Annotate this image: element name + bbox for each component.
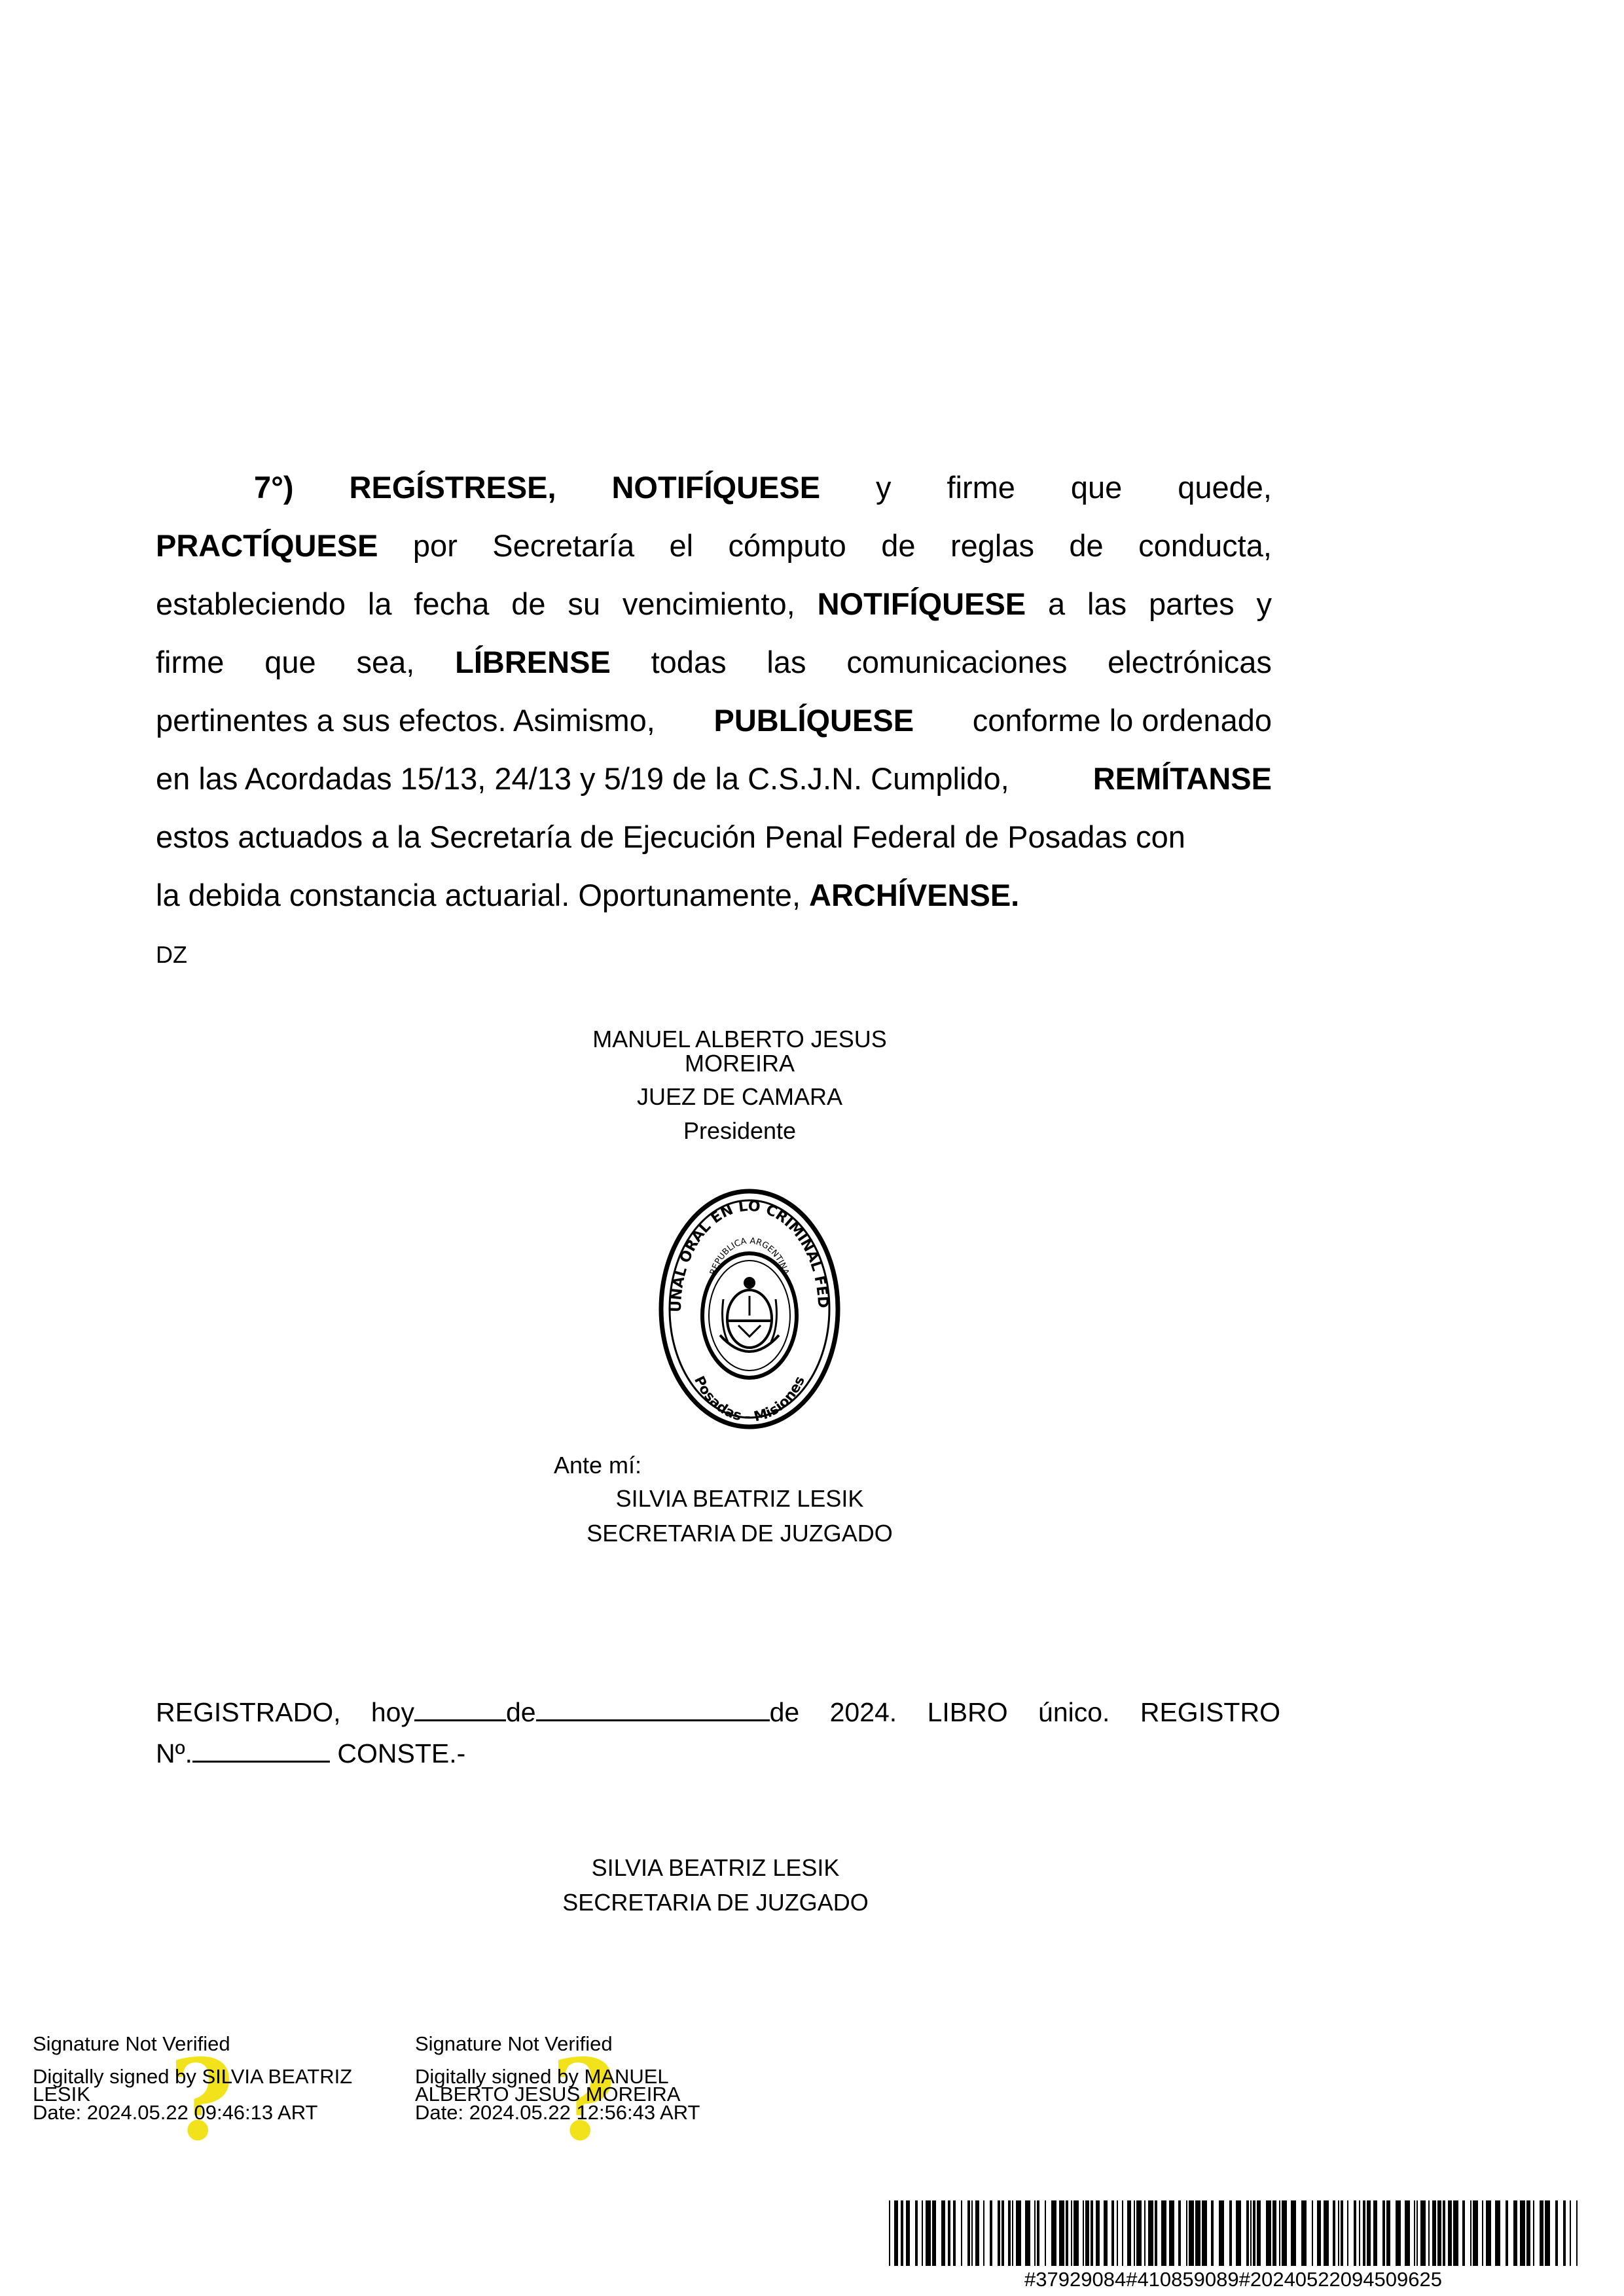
- secretary-signature-block: [486, 1855, 945, 1916]
- barcode-bar: [1341, 2200, 1343, 2266]
- barcode-bar: [1117, 2200, 1118, 2266]
- barcode-bar: [1428, 2200, 1430, 2266]
- barcode-bar: [1396, 2200, 1401, 2266]
- word: fecha: [414, 586, 490, 621]
- word: Nº.: [156, 1738, 192, 1768]
- barcode-bar: [1091, 2200, 1093, 2266]
- word: sea,: [356, 645, 415, 679]
- barcode-bar: [1416, 2200, 1418, 2266]
- text-run: ARCHÍVENSE.: [809, 878, 1020, 912]
- word: la: [367, 586, 392, 621]
- barcode-bar: [1324, 2200, 1329, 2266]
- word-group: [371, 1692, 799, 1733]
- word: LÍBRENSE: [455, 645, 611, 679]
- barcode-bar: [1414, 2200, 1415, 2266]
- barcode-bar: [1555, 2200, 1558, 2266]
- word: NOTIFÍQUESE: [611, 470, 821, 505]
- barcode-bar: [894, 2200, 898, 2266]
- text-run: la debida constancia actuarial. Oportunamente,: [156, 878, 801, 912]
- word: REGISTRADO,: [156, 1697, 341, 1727]
- paragraph-line: [156, 575, 1272, 633]
- barcode-bar: [1533, 2200, 1534, 2266]
- barcode-bar: [1482, 2200, 1483, 2266]
- barcode-bar: [1219, 2200, 1224, 2266]
- word: NOTIFÍQUESE: [817, 586, 1026, 621]
- barcode-bar: [901, 2200, 903, 2266]
- word: y: [1256, 586, 1272, 621]
- barcode-bar: [915, 2200, 918, 2266]
- barcode-bar: [1085, 2200, 1089, 2266]
- barcode-bar: [1012, 2200, 1013, 2266]
- word: por: [412, 528, 458, 563]
- barcode-bar: [922, 2200, 923, 2266]
- word: reglas: [950, 528, 1034, 563]
- barcode-bar: [889, 2200, 890, 2266]
- barcode-bar: [1195, 2200, 1200, 2266]
- barcode-bar: [1071, 2200, 1072, 2266]
- barcode-bar: [1025, 2200, 1030, 2266]
- text-run: estos actuados a la Secretaría de Ejecución Penal Federal de Posadas con: [156, 819, 1185, 854]
- month-blank[interactable]: [536, 1696, 770, 1721]
- word: firme: [156, 645, 225, 679]
- barcode-bar: [1513, 2200, 1517, 2266]
- signature-status: Signature Not Verified: [415, 2032, 613, 2055]
- word: estableciendo: [156, 586, 346, 621]
- word: de: [505, 1697, 536, 1727]
- word: firme: [947, 470, 1015, 505]
- paragraph-line: [156, 749, 1272, 808]
- word: las: [1087, 586, 1127, 621]
- barcode-bar: [1144, 2200, 1146, 2266]
- barcode-bar: [1051, 2200, 1056, 2266]
- barcode-bar: [1495, 2200, 1500, 2266]
- clerk-name: SILVIA BEATRIZ LESIK: [615, 1485, 864, 1512]
- word: 2024.: [829, 1697, 897, 1727]
- word: vencimiento,: [622, 586, 795, 621]
- register-number-blank[interactable]: [192, 1737, 330, 1763]
- signed-by-continued: ALBERTO JESUS MOREIRA: [415, 2083, 681, 2106]
- barcode-bar: [1059, 2200, 1064, 2266]
- barcode-bar: [1008, 2200, 1011, 2266]
- barcode-bar: [1229, 2200, 1232, 2266]
- barcode-bar: [1096, 2200, 1100, 2266]
- barcode-bar: [1202, 2200, 1207, 2266]
- barcode-bar: [1382, 2200, 1385, 2266]
- barcode-bar: [967, 2200, 970, 2266]
- barcode-bar: [1367, 2200, 1371, 2266]
- barcode-bar: [1570, 2200, 1571, 2266]
- barcode-bar: [1074, 2200, 1079, 2266]
- digital-signature-1: [33, 2032, 399, 2166]
- word: comunicaciones: [846, 645, 1068, 679]
- text-run: pertinentes a sus efectos. Asimismo,: [156, 703, 655, 738]
- barcode-bar: [1136, 2200, 1142, 2266]
- svg-text:Posadas - Misiones: Posadas - Misiones: [691, 1373, 808, 1425]
- barcode-bar: [948, 2200, 950, 2266]
- barcode-bar: [1083, 2200, 1084, 2266]
- barcode-bar: [1236, 2200, 1241, 2266]
- barcode-bar: [1420, 2200, 1426, 2266]
- barcode-bar: [1066, 2200, 1068, 2266]
- barcode-bar: [1186, 2200, 1187, 2266]
- word: y: [876, 470, 892, 505]
- barcode-bar: [1111, 2200, 1114, 2266]
- barcode-bar: [1486, 2200, 1491, 2266]
- registration-line: [156, 1733, 1280, 1774]
- judge-title: JUEZ DE CAMARA: [636, 1083, 843, 1110]
- word: Secretaría: [492, 528, 635, 563]
- signed-by: Digitally signed by SILVIA BEATRIZ: [33, 2065, 353, 2088]
- barcode-bar: [975, 2200, 979, 2266]
- word: de: [881, 528, 916, 563]
- barcode-bar: [1104, 2200, 1108, 2266]
- item-number: 7°): [254, 470, 294, 505]
- paragraph-line: [156, 808, 1272, 866]
- barcode-bar: [1540, 2200, 1543, 2266]
- barcode-bar: [1122, 2200, 1123, 2266]
- barcode-bar: [1127, 2200, 1131, 2266]
- barcode-bar: [1354, 2200, 1356, 2266]
- day-blank[interactable]: [414, 1696, 506, 1721]
- barcode-bar: [1443, 2200, 1445, 2266]
- registration-statement: [156, 1692, 1280, 1774]
- barcode-bar: [1563, 2200, 1566, 2266]
- barcode-bar: [1211, 2200, 1214, 2266]
- paragraph-line: [156, 458, 1272, 516]
- barcode-bar: [1359, 2200, 1360, 2266]
- svg-text:TRIBUNAL ORAL EN LO CRIMINAL F: UNAL ORAL EN LO CRIMINAL FED: [668, 1198, 831, 1313]
- barcode-bar: [1148, 2200, 1153, 2266]
- barcode-bar: [1437, 2200, 1441, 2266]
- signature-status: Signature Not Verified: [33, 2032, 230, 2055]
- barcode-bar: [1576, 2200, 1578, 2266]
- barcode-bar: [906, 2200, 910, 2266]
- word: que: [1070, 470, 1123, 505]
- judge-signature-block: [511, 1026, 969, 1144]
- barcode-bar: [1545, 2200, 1550, 2266]
- barcode-bar: [1317, 2200, 1321, 2266]
- barcode-bar: [1506, 2200, 1508, 2266]
- ante-mi-label: Ante mí:: [554, 1452, 642, 1479]
- question-mark-icon: ?: [169, 2035, 234, 2166]
- barcode-bar: [1246, 2200, 1249, 2266]
- barcode-bar: [1272, 2200, 1276, 2266]
- barcode-bar: [1301, 2200, 1307, 2266]
- barcode-bar: [1462, 2200, 1465, 2266]
- word: hoy: [370, 1697, 414, 1727]
- barcode-bar: [961, 2200, 962, 2266]
- barcode-bar: [1363, 2200, 1365, 2266]
- barcode-bar: [1291, 2200, 1296, 2266]
- initials: DZ: [156, 941, 187, 968]
- judge-name-continued: MOREIRA: [684, 1050, 795, 1077]
- word: cómputo: [728, 528, 846, 563]
- barcode-bar: [1155, 2200, 1157, 2266]
- word: REGISTRO: [1140, 1697, 1280, 1727]
- signed-by: Digitally signed by MANUEL: [415, 2065, 669, 2088]
- barcode-bar: [1473, 2200, 1478, 2266]
- barcode-bar: [1373, 2200, 1377, 2266]
- barcode-bar: [971, 2200, 973, 2266]
- barcode-bar: [1520, 2200, 1525, 2266]
- barcode-bar: [1161, 2200, 1166, 2266]
- paragraph-line: [156, 633, 1272, 691]
- secretary-title: SECRETARIA DE JUZGADO: [562, 1889, 869, 1916]
- word: de: [511, 586, 546, 621]
- signature-date: Date: 2024.05.22 09:46:13 ART: [33, 2101, 318, 2124]
- barcode-bar: [1037, 2200, 1039, 2266]
- judge-role: Presidente: [683, 1117, 797, 1144]
- barcode-bar: [932, 2200, 936, 2266]
- barcode-bar: [1034, 2200, 1036, 2266]
- paragraph-line: [156, 866, 1272, 924]
- question-mark-icon: ?: [551, 2035, 617, 2166]
- barcode-bar: [1333, 2200, 1335, 2266]
- barcode-bar: [1347, 2200, 1348, 2266]
- barcode-bar: [1257, 2200, 1261, 2266]
- word: todas: [651, 645, 727, 679]
- barcode-bar: [990, 2200, 992, 2266]
- secretary-name: SILVIA BEATRIZ LESIK: [591, 1854, 840, 1881]
- word: de: [1069, 528, 1104, 563]
- barcode-bar: [1448, 2200, 1452, 2266]
- barcode-bar: [953, 2200, 956, 2266]
- barcode-bar: [983, 2200, 984, 2266]
- word: partes: [1148, 586, 1235, 621]
- judge-name: MANUEL ALBERTO JESUS: [592, 1026, 887, 1052]
- barcode-bar: [1338, 2200, 1339, 2266]
- word: su: [568, 586, 600, 621]
- barcode-bar: [1282, 2200, 1287, 2266]
- barcode-bar: [1279, 2200, 1280, 2266]
- paragraph-line: [156, 691, 1272, 749]
- barcode-bar: [1432, 2200, 1436, 2266]
- barcode-bar: [1250, 2200, 1252, 2266]
- word: PRACTÍQUESE: [156, 528, 378, 563]
- barcode-bar: [1001, 2200, 1004, 2266]
- resolution-paragraph: [156, 458, 1272, 924]
- barcode-bar: [1253, 2200, 1255, 2266]
- barcode-bar: [1169, 2200, 1174, 2266]
- word: que: [264, 645, 316, 679]
- barcode: [886, 2200, 1580, 2266]
- text-run: PUBLÍQUESE: [713, 703, 914, 738]
- paragraph-line: [156, 516, 1272, 575]
- signature-date: Date: 2024.05.22 12:56:43 ART: [415, 2101, 700, 2124]
- barcode-bar: [1178, 2200, 1181, 2266]
- svg-text:REPUBLICA ARGENTINA: REPUBLICA ARGENTINA: [708, 1236, 791, 1277]
- word: a: [1048, 586, 1066, 621]
- word: de: [769, 1697, 800, 1727]
- text-run: REMÍTANSE: [1092, 761, 1272, 796]
- text-run: en las Acordadas 15/13, 24/13 y 5/19 de la C.S.J.N. Cumplido,: [156, 761, 1009, 796]
- barcode-text: #37929084#410859089#20240522094509625: [1024, 2268, 1442, 2291]
- barcode-bar: [1045, 2200, 1046, 2266]
- word: el: [669, 528, 694, 563]
- word: único.: [1038, 1697, 1110, 1727]
- registration-line: [156, 1692, 1280, 1733]
- barcode-bar: [1016, 2200, 1021, 2266]
- word: REGÍSTRESE,: [349, 470, 556, 505]
- barcode-bar: [1266, 2200, 1271, 2266]
- word: conducta,: [1138, 528, 1272, 563]
- word: las: [767, 645, 806, 679]
- court-seal: [655, 1185, 844, 1433]
- barcode-graphic: [886, 2200, 1580, 2266]
- barcode-bar: [1189, 2200, 1194, 2266]
- signed-by-continued: LESIK: [33, 2083, 90, 2106]
- barcode-bar: [941, 2200, 945, 2266]
- barcode-bar: [926, 2200, 931, 2266]
- barcode-bar: [1386, 2200, 1390, 2266]
- barcode-bar: [998, 2200, 1000, 2266]
- word: electrónicas: [1108, 645, 1272, 679]
- digital-signature-2: [415, 2032, 782, 2166]
- barcode-bar: [1312, 2200, 1313, 2266]
- barcode-bar: [1134, 2200, 1135, 2266]
- barcode-bar: [1526, 2200, 1530, 2266]
- barcode-bar: [1405, 2200, 1410, 2266]
- word: LIBRO: [927, 1697, 1008, 1727]
- barcode-bar: [1453, 2200, 1458, 2266]
- barcode-bar: [1470, 2200, 1471, 2266]
- word: CONSTE.-: [337, 1738, 466, 1768]
- ante-mi-signature-block: [511, 1486, 969, 1547]
- text-run: conforme lo ordenado: [972, 703, 1272, 738]
- word: quede,: [1178, 470, 1272, 505]
- clerk-title: SECRETARIA DE JUZGADO: [586, 1520, 893, 1547]
